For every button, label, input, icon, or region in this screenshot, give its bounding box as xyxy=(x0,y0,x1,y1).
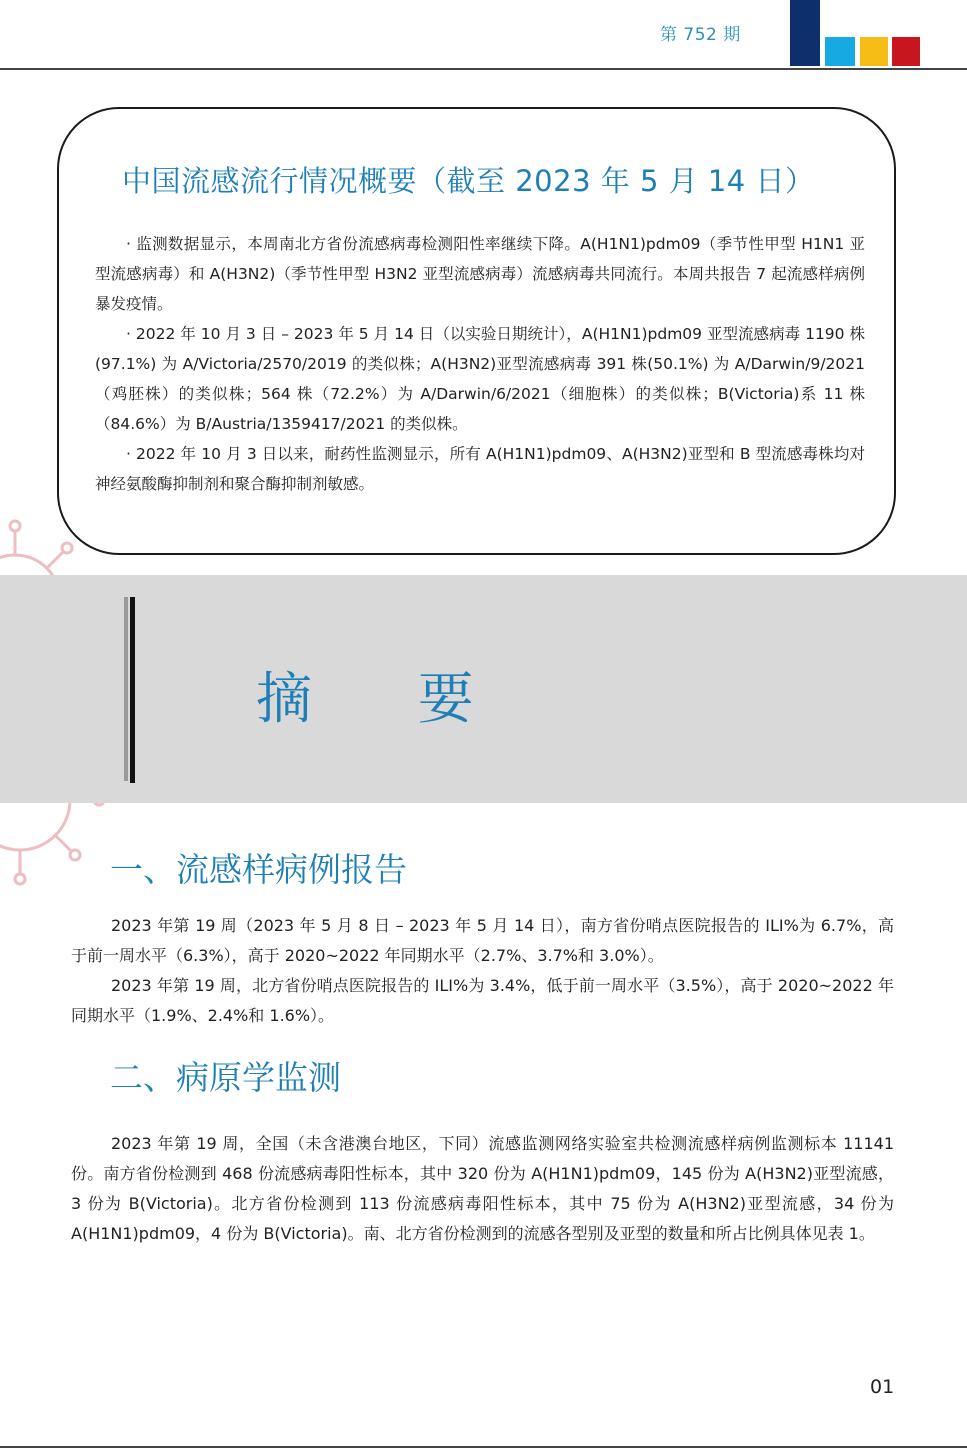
summary-paragraph: · 2022 年 10 月 3 日 – 2023 年 5 月 14 日（以实验日期统计），A(H1N1)pdm09 亚型流感病毒 1190 株(97.1%) 为 A/Victoria/2570/2019 的类似株；A(H3N2)亚型流感病毒 391 株(50.1%) 为 A/Darwin/9/2021（鸡胚株）的类似株；564 株（72.2%）为 A/Darwin/6/2021（细胞株）的类似株；B(Victoria)系 11 株（84.6%）为 B/Austria/1359417/2021 的类似株。 xyxy=(95,325,865,433)
yellow-block xyxy=(860,37,888,66)
issue-number: 第 752 期 xyxy=(660,25,741,45)
footer-divider xyxy=(0,1446,967,1448)
body-paragraph: 2023 年第 19 周（2023 年 5 月 8 日 – 2023 年 5 月 14 日），南方省份哨点医院报告的 ILI%为 6.7%，高于前一周水平（6.3%），高于 2020~2022 年同期水平（2.7%、3.7%和 3.0%）。 xyxy=(71,916,894,965)
section-heading-ili: 一、流感样病例报告 xyxy=(110,850,407,889)
cyan-block xyxy=(825,37,855,66)
summary-title: 中国流感流行情况概要（截至 2023 年 5 月 14 日） xyxy=(122,164,815,198)
section-body-ili xyxy=(71,911,894,1031)
page-number: 01 xyxy=(870,1376,895,1398)
band-accent-bar-dark xyxy=(130,597,135,783)
summary-paragraph: · 2022 年 10 月 3 日以来，耐药性监测显示，所有 A(H1N1)pdm09、A(H3N2)亚型和 B 型流感毒株均对神经氨酸酶抑制剂和聚合酶抑制剂敏感。 xyxy=(95,445,865,493)
abstract-band xyxy=(0,575,967,803)
red-block xyxy=(892,37,920,66)
summary-paragraph: · 监测数据显示，本周南北方省份流感病毒检测阳性率继续下降。A(H1N1)pdm09（季节性甲型 H1N1 亚型流感病毒）和 A(H3N2)（季节性甲型 H3N2 亚型流感病毒）流感病毒共同流行。本周共报告 7 起流感样病例暴发疫情。 xyxy=(95,235,865,313)
summary-body xyxy=(95,229,865,499)
body-paragraph: 2023 年第 19 周，全国（未含港澳台地区，下同）流感监测网络实验室共检测流感样病例监测标本 11141 份。南方省份检测到 468 份流感病毒阳性标本，其中 320 份为 A(H1N1)pdm09，145 份为 A(H3N2)亚型流感，3 份为 B(Victoria)。北方省份检测到 113 份流感病毒阳性标本，其中 75 份为 A(H3N2)亚型流感，34 份为 A(H1N1)pdm09，4 份为 B(Victoria)。南、北方省份检测到的流感各型别及亚型的数量和所占比例具体见表 1。 xyxy=(71,1134,894,1243)
navy-block xyxy=(790,0,820,66)
section-heading-pathogen: 二、病原学监测 xyxy=(110,1058,341,1097)
header-color-blocks xyxy=(790,0,925,70)
abstract-title: 摘 要 xyxy=(256,667,518,732)
header-divider xyxy=(0,68,967,70)
section-body-pathogen xyxy=(71,1129,894,1249)
band-accent-bar xyxy=(124,597,128,781)
body-paragraph: 2023 年第 19 周，北方省份哨点医院报告的 ILI%为 3.4%，低于前一周水平（3.5%），高于 2020~2022 年同期水平（1.9%、2.4%和 1.6%）。 xyxy=(71,976,894,1025)
summary-box xyxy=(57,107,896,555)
